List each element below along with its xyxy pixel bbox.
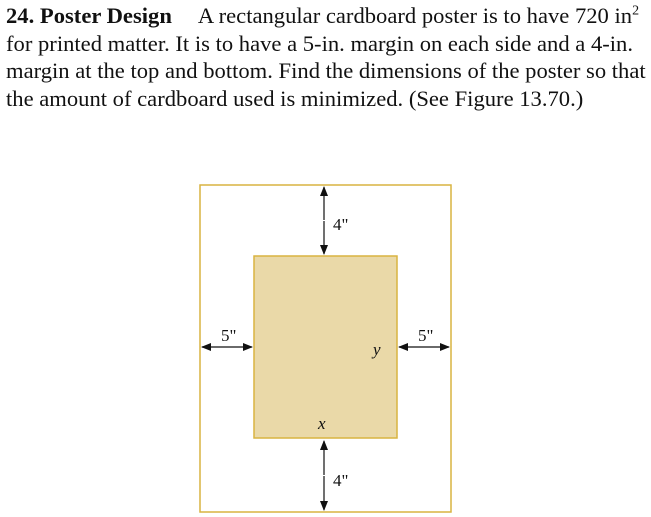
- problem-text-part1: A rectangular cardboard poster is to have 720 in: [197, 3, 633, 28]
- problem-title: Poster Design: [39, 3, 172, 28]
- squared-superscript: 2: [632, 3, 640, 19]
- height-variable-y: y: [373, 340, 381, 359]
- problem-number: 24.: [6, 3, 35, 28]
- right-margin-label: 5": [418, 326, 434, 345]
- width-variable-x: x: [318, 414, 326, 433]
- problem-text-part2: for printed matter. It is to have a 5-in. margin on each side and a 4-in. margin at the top and bottom. Find the dimensions of the poster so that the amount of cardboard used is minimized. (See Figure 13.70.): [6, 30, 646, 111]
- bottom-margin-label: 4": [333, 471, 349, 490]
- left-margin-label: 5": [221, 326, 237, 345]
- top-margin-label: 4": [333, 215, 349, 234]
